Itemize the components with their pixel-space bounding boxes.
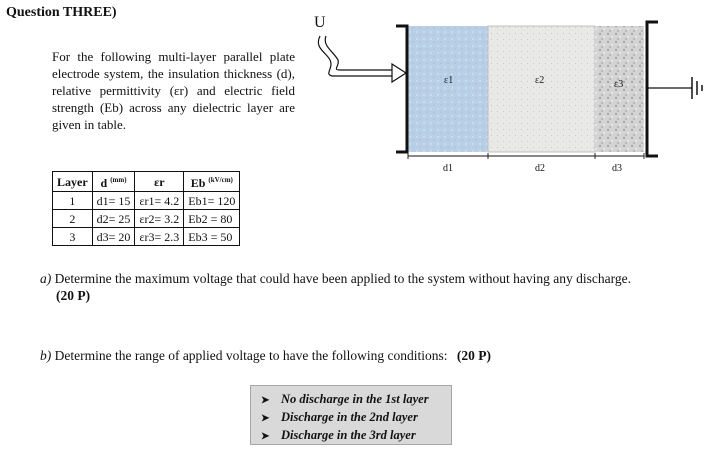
arrow-bullet-icon: ➤ (261, 395, 270, 406)
question-a-text: Determine the maximum voltage that could have been applied to the system without having any discharge. (54, 271, 631, 286)
header-thickness-unit: (mm) (110, 176, 127, 184)
layer-1-label: ε1 (444, 75, 454, 86)
cell-thickness: d2= 25 (92, 210, 135, 228)
electrode-diagram (310, 8, 710, 178)
cell-layer: 3 (53, 228, 93, 246)
condition-text: Discharge in the 2nd layer (281, 410, 418, 424)
question-b (40, 348, 491, 364)
layer-2-label: ε2 (535, 75, 545, 86)
question-b-points: (20 P) (456, 348, 492, 363)
question-b-text: Determine the range of applied voltage to have the following conditions: (54, 348, 448, 363)
right-electrode (647, 22, 658, 156)
ground-icon (692, 77, 702, 99)
problem-statement (52, 48, 295, 133)
cell-field-strength: Eb3 = 50 (184, 228, 240, 246)
condition-item (261, 427, 451, 445)
cell-permittivity: εr3= 2.3 (135, 228, 184, 246)
dielectric-layer-2 (488, 26, 595, 152)
conditions-box (250, 385, 452, 445)
dielectric-layer-1 (408, 26, 488, 152)
condition-item (261, 391, 451, 409)
arrow-bullet-icon: ➤ (261, 413, 270, 424)
layer-3-label: ε3 (614, 79, 624, 90)
cell-field-strength: Eb2 = 80 (184, 210, 240, 228)
header-field-strength (184, 172, 240, 192)
table-header-row (53, 172, 240, 192)
table-row (53, 192, 240, 210)
table-row (53, 210, 240, 228)
header-thickness (92, 172, 135, 192)
cell-permittivity: εr1= 4.2 (135, 192, 184, 210)
cell-thickness: d1= 15 (92, 192, 135, 210)
header-field-strength-unit: (kV/cm) (208, 176, 233, 184)
thickness-2-label: d2 (535, 163, 545, 174)
question-a-points: (20 P) (56, 288, 91, 303)
question-title: Question THREE) (6, 5, 117, 20)
cell-layer: 1 (53, 192, 93, 210)
question-a (40, 271, 710, 304)
voltage-label: U (314, 14, 326, 31)
question-a-label: a) (40, 271, 52, 286)
left-electrode (396, 26, 407, 152)
condition-text: Discharge in the 3rd layer (281, 428, 416, 442)
table-row (53, 228, 240, 246)
thickness-3-label: d3 (612, 163, 622, 174)
condition-text: No discharge in the 1st layer (281, 392, 429, 406)
header-thickness-label: d (100, 176, 108, 190)
cell-field-strength: Eb1= 120 (184, 192, 240, 210)
parameters-table (52, 171, 240, 246)
cell-layer: 2 (53, 210, 93, 228)
arrow-bullet-icon: ➤ (261, 431, 270, 442)
cell-thickness: d3= 20 (92, 228, 135, 246)
problem-statement-text: For the following multi-layer parallel plate electrode system, the insulation thickness (d), relative permittivity (εr) and electric field strength (Eb) across any dielectric layer are given in table. (52, 49, 295, 132)
thickness-1-label: d1 (443, 163, 453, 174)
header-field-strength-label: Eb (190, 176, 206, 190)
header-permittivity: εr (135, 172, 184, 192)
condition-item (261, 409, 451, 427)
question-b-label: b) (40, 348, 52, 363)
dimension-line (408, 153, 644, 159)
cell-permittivity: εr2= 3.2 (135, 210, 184, 228)
header-layer: Layer (53, 172, 93, 192)
voltage-lead-return (325, 36, 396, 70)
arrow-icon (392, 64, 406, 82)
